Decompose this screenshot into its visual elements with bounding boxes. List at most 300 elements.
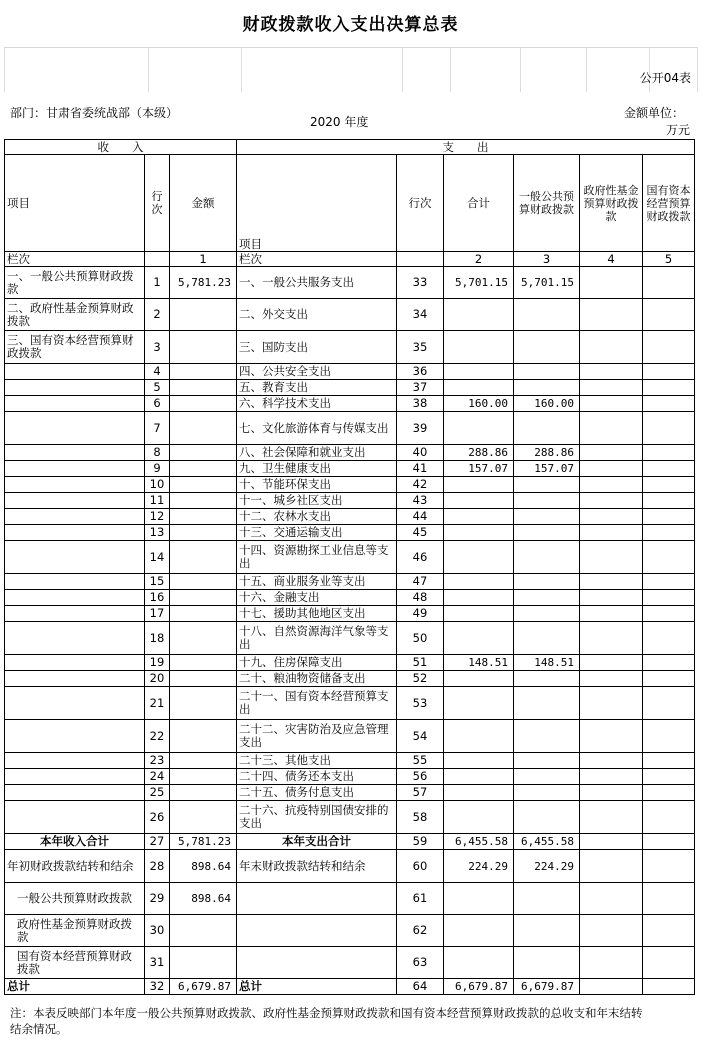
general-cell	[514, 477, 580, 493]
gov-fund-cell	[580, 655, 643, 671]
state-capital-cell	[643, 622, 695, 655]
top-grid	[4, 47, 698, 92]
unit-label: 金额单位：	[624, 106, 685, 120]
general-cell	[514, 915, 580, 947]
column-number-row	[5, 252, 695, 267]
general-cell	[514, 785, 580, 801]
income-amount-cell	[170, 380, 237, 396]
expense-item-cell: 二十四、债务还本支出	[237, 769, 397, 785]
state-capital-cell	[643, 850, 695, 883]
income-line-cell: 2	[145, 299, 170, 331]
expense-line-cell: 43	[397, 493, 444, 509]
general-cell	[514, 753, 580, 769]
table-row	[5, 801, 695, 834]
income-item-cell: 总计	[5, 979, 145, 995]
gov-fund-cell	[580, 396, 643, 412]
department: 部门：甘肃省委统战部（本级）	[10, 106, 179, 120]
gov-fund-cell	[580, 769, 643, 785]
general-cell	[514, 574, 580, 590]
column-header-row	[5, 155, 695, 252]
expense-line-cell: 55	[397, 753, 444, 769]
table-row	[5, 574, 695, 590]
gov-fund-cell	[580, 850, 643, 883]
report-title: 财政拨款收入支出决算总表	[242, 15, 459, 35]
income-line-cell: 32	[145, 979, 170, 995]
state-capital-cell	[643, 687, 695, 720]
col-num-2: 2	[444, 252, 514, 267]
expense-item-cell	[237, 915, 397, 947]
income-line-cell: 9	[145, 461, 170, 477]
income-amount-cell	[170, 606, 237, 622]
expense-line-header: 行次	[397, 155, 444, 252]
income-amount-cell	[170, 769, 237, 785]
general-cell: 160.00	[514, 396, 580, 412]
general-cell: 148.51	[514, 655, 580, 671]
expense-line-cell: 61	[397, 883, 444, 915]
total-cell	[444, 331, 514, 364]
income-item-cell	[5, 687, 145, 720]
total-cell	[444, 493, 514, 509]
income-item-cell	[5, 801, 145, 834]
total-cell	[444, 622, 514, 655]
expense-line-cell: 44	[397, 509, 444, 525]
table-row	[5, 753, 695, 769]
expense-item-cell: 二十三、其他支出	[237, 753, 397, 769]
expense-item-cell: 十六、金融支出	[237, 590, 397, 606]
expense-line-cell: 59	[397, 834, 444, 850]
table-row	[5, 364, 695, 380]
expense-item-cell: 三、国防支出	[237, 331, 397, 364]
income-amount-cell	[170, 445, 237, 461]
income-line-cell: 25	[145, 785, 170, 801]
expense-line-cell: 64	[397, 979, 444, 995]
general-cell: 157.07	[514, 461, 580, 477]
table-row	[5, 412, 695, 445]
expense-item-cell: 十、节能环保支出	[237, 477, 397, 493]
expense-line-cell: 58	[397, 801, 444, 834]
income-line-cell: 13	[145, 525, 170, 541]
form-number: 公开04表	[639, 71, 691, 85]
income-amount-cell	[170, 364, 237, 380]
income-line-cell: 1	[145, 267, 170, 299]
state-capital-cell	[643, 364, 695, 380]
total-cell	[444, 769, 514, 785]
general-cell	[514, 331, 580, 364]
gov-fund-header: 政府性基金预算财政拨款	[580, 155, 643, 252]
general-budget-header: 一般公共预算财政拨款	[514, 155, 580, 252]
gov-fund-cell	[580, 412, 643, 445]
total-cell	[444, 541, 514, 574]
gov-fund-cell	[580, 671, 643, 687]
income-line-cell: 8	[145, 445, 170, 461]
expense-line-cell: 40	[397, 445, 444, 461]
col-num-5: 5	[643, 252, 695, 267]
income-item-cell	[5, 606, 145, 622]
general-cell	[514, 509, 580, 525]
income-line-cell: 10	[145, 477, 170, 493]
total-cell	[444, 412, 514, 445]
total-cell: 160.00	[444, 396, 514, 412]
gov-fund-cell	[580, 834, 643, 850]
income-line-cell: 17	[145, 606, 170, 622]
income-item-cell	[5, 785, 145, 801]
gov-fund-cell	[580, 720, 643, 753]
income-amount-cell	[170, 412, 237, 445]
income-item-cell: 年初财政拨款结转和结余	[5, 850, 145, 883]
expense-line-cell: 57	[397, 785, 444, 801]
total-header: 合计	[444, 155, 514, 252]
table-row	[5, 850, 695, 883]
total-cell: 6,679.87	[444, 979, 514, 995]
unit-value: 万元	[665, 123, 690, 137]
table-row	[5, 267, 695, 299]
income-item-cell	[5, 753, 145, 769]
expense-item-cell: 二十一、国有资本经营预算支出	[237, 687, 397, 720]
general-cell	[514, 590, 580, 606]
general-cell	[514, 671, 580, 687]
state-capital-cell	[643, 412, 695, 445]
income-item-cell	[5, 445, 145, 461]
income-line-cell: 7	[145, 412, 170, 445]
total-cell	[444, 947, 514, 979]
gov-fund-cell	[580, 364, 643, 380]
expense-item-cell: 十四、资源勘探工业信息等支出	[237, 541, 397, 574]
state-capital-cell	[643, 493, 695, 509]
expense-item-cell: 六、科学技术支出	[237, 396, 397, 412]
expense-item-cell: 一、一般公共服务支出	[237, 267, 397, 299]
income-item-cell	[5, 671, 145, 687]
total-cell: 148.51	[444, 655, 514, 671]
table-row	[5, 331, 695, 364]
table-row	[5, 947, 695, 979]
income-line-cell: 29	[145, 883, 170, 915]
general-cell: 6,455.58	[514, 834, 580, 850]
expense-line-cell: 39	[397, 412, 444, 445]
state-capital-cell	[643, 477, 695, 493]
table-row	[5, 915, 695, 947]
general-cell	[514, 769, 580, 785]
expense-item-header: 项目	[237, 155, 397, 252]
income-amount-cell	[170, 801, 237, 834]
income-item-cell	[5, 720, 145, 753]
total-cell	[444, 299, 514, 331]
table-row	[5, 622, 695, 655]
table-row	[5, 299, 695, 331]
table-row	[5, 769, 695, 785]
income-item-cell: 一般公共预算财政拨款	[5, 883, 145, 915]
general-cell	[514, 493, 580, 509]
table-row	[5, 720, 695, 753]
income-item-cell	[5, 412, 145, 445]
state-capital-header: 国有资本经营预算财政拨款	[643, 155, 695, 252]
total-cell	[444, 883, 514, 915]
table-row	[5, 655, 695, 671]
income-line-cell: 11	[145, 493, 170, 509]
budget-table	[4, 139, 695, 995]
total-cell	[444, 525, 514, 541]
col-label-left: 栏次	[5, 252, 145, 267]
expense-line-cell: 51	[397, 655, 444, 671]
income-line-cell: 27	[145, 834, 170, 850]
state-capital-cell	[643, 769, 695, 785]
total-cell	[444, 477, 514, 493]
expense-line-cell: 35	[397, 331, 444, 364]
col-label-right: 栏次	[237, 252, 397, 267]
income-item-cell: 本年收入合计	[5, 834, 145, 850]
income-item-cell	[5, 590, 145, 606]
gov-fund-cell	[580, 541, 643, 574]
income-item-cell	[5, 477, 145, 493]
state-capital-cell	[643, 801, 695, 834]
gov-fund-cell	[580, 477, 643, 493]
state-capital-cell	[643, 979, 695, 995]
general-cell	[514, 299, 580, 331]
state-capital-cell	[643, 947, 695, 979]
table-row	[5, 445, 695, 461]
total-cell	[444, 380, 514, 396]
income-amount-cell	[170, 655, 237, 671]
state-capital-cell	[643, 396, 695, 412]
expense-item-cell: 本年支出合计	[237, 834, 397, 850]
expense-item-cell: 二十二、灾害防治及应急管理支出	[237, 720, 397, 753]
section-header-row	[5, 140, 695, 155]
state-capital-cell	[643, 671, 695, 687]
income-amount-cell: 898.64	[170, 850, 237, 883]
state-capital-cell	[643, 753, 695, 769]
expense-line-cell: 41	[397, 461, 444, 477]
income-amount-cell	[170, 541, 237, 574]
state-capital-cell	[643, 267, 695, 299]
expense-line-cell: 34	[397, 299, 444, 331]
income-item-cell: 政府性基金预算财政拨款	[5, 915, 145, 947]
income-amount-cell	[170, 671, 237, 687]
income-amount-cell	[170, 947, 237, 979]
income-amount-cell	[170, 525, 237, 541]
income-amount-cell: 6,679.87	[170, 979, 237, 995]
income-item-cell	[5, 364, 145, 380]
col-num-4: 4	[580, 252, 643, 267]
total-cell: 224.29	[444, 850, 514, 883]
expense-line-cell: 38	[397, 396, 444, 412]
amount-unit	[624, 105, 690, 139]
income-amount-cell	[170, 720, 237, 753]
expense-line-cell: 56	[397, 769, 444, 785]
total-cell	[444, 671, 514, 687]
general-cell	[514, 525, 580, 541]
expense-line-cell: 48	[397, 590, 444, 606]
income-line-cell: 26	[145, 801, 170, 834]
income-item-cell	[5, 541, 145, 574]
table-row	[5, 687, 695, 720]
income-line-cell: 16	[145, 590, 170, 606]
col-num-1: 1	[170, 252, 237, 267]
income-amount-cell	[170, 509, 237, 525]
table-row	[5, 671, 695, 687]
income-item-cell: 三、国有资本经营预算财政拨款	[5, 331, 145, 364]
general-cell	[514, 947, 580, 979]
table-row	[5, 509, 695, 525]
state-capital-cell	[643, 541, 695, 574]
income-amount-cell	[170, 590, 237, 606]
gov-fund-cell	[580, 461, 643, 477]
income-header: 收 入	[5, 140, 237, 155]
general-cell	[514, 687, 580, 720]
fiscal-year: 2020 年度	[310, 115, 369, 129]
expense-line-cell: 49	[397, 606, 444, 622]
state-capital-cell	[643, 785, 695, 801]
expense-line-cell: 46	[397, 541, 444, 574]
state-capital-cell	[643, 883, 695, 915]
expense-item-cell: 年末财政拨款结转和结余	[237, 850, 397, 883]
general-cell: 224.29	[514, 850, 580, 883]
income-item-cell	[5, 509, 145, 525]
table-row	[5, 541, 695, 574]
table-row	[5, 606, 695, 622]
income-amount-header: 金额	[170, 155, 237, 252]
general-cell	[514, 364, 580, 380]
total-cell	[444, 509, 514, 525]
expense-item-cell: 十八、自然资源海洋气象等支出	[237, 622, 397, 655]
gov-fund-cell	[580, 525, 643, 541]
income-amount-cell: 5,781.23	[170, 267, 237, 299]
expense-item-cell: 七、文化旅游体育与传媒支出	[237, 412, 397, 445]
expense-item-cell: 二十五、债务付息支出	[237, 785, 397, 801]
income-item-cell	[5, 622, 145, 655]
income-line-cell: 14	[145, 541, 170, 574]
income-item-cell	[5, 769, 145, 785]
expense-line-cell: 36	[397, 364, 444, 380]
state-capital-cell	[643, 574, 695, 590]
gov-fund-cell	[580, 622, 643, 655]
expense-item-cell: 二、外交支出	[237, 299, 397, 331]
gov-fund-cell	[580, 687, 643, 720]
income-item-cell	[5, 525, 145, 541]
gov-fund-cell	[580, 785, 643, 801]
income-line-cell: 23	[145, 753, 170, 769]
expense-line-cell: 54	[397, 720, 444, 753]
total-cell	[444, 687, 514, 720]
income-amount-cell	[170, 299, 237, 331]
income-amount-cell: 898.64	[170, 883, 237, 915]
table-row	[5, 785, 695, 801]
expense-item-cell: 八、社会保障和就业支出	[237, 445, 397, 461]
general-cell	[514, 622, 580, 655]
general-cell	[514, 606, 580, 622]
expense-item-cell: 五、教育支出	[237, 380, 397, 396]
state-capital-cell	[643, 834, 695, 850]
general-cell: 288.86	[514, 445, 580, 461]
income-amount-cell: 5,781.23	[170, 834, 237, 850]
income-line-cell: 18	[145, 622, 170, 655]
income-item-cell	[5, 655, 145, 671]
income-amount-cell	[170, 493, 237, 509]
income-line-cell: 19	[145, 655, 170, 671]
income-line-cell: 22	[145, 720, 170, 753]
table-row	[5, 380, 695, 396]
state-capital-cell	[643, 720, 695, 753]
income-line-cell: 30	[145, 915, 170, 947]
table-row	[5, 396, 695, 412]
income-amount-cell	[170, 396, 237, 412]
total-cell	[444, 785, 514, 801]
expense-item-cell	[237, 883, 397, 915]
income-amount-cell	[170, 574, 237, 590]
gov-fund-cell	[580, 493, 643, 509]
table-row	[5, 525, 695, 541]
gov-fund-cell	[580, 606, 643, 622]
gov-fund-cell	[580, 979, 643, 995]
total-cell	[444, 364, 514, 380]
expense-line-cell: 50	[397, 622, 444, 655]
table-row	[5, 477, 695, 493]
gov-fund-cell	[580, 509, 643, 525]
income-item-cell	[5, 574, 145, 590]
income-item-cell: 一、一般公共预算财政拨款	[5, 267, 145, 299]
expense-line-cell: 62	[397, 915, 444, 947]
col-num-3: 3	[514, 252, 580, 267]
income-line-cell: 12	[145, 509, 170, 525]
general-cell	[514, 541, 580, 574]
table-row	[5, 493, 695, 509]
general-cell	[514, 883, 580, 915]
state-capital-cell	[643, 655, 695, 671]
total-cell: 6,455.58	[444, 834, 514, 850]
state-capital-cell	[643, 331, 695, 364]
income-amount-cell	[170, 915, 237, 947]
expense-item-cell: 二十六、抗疫特别国债安排的支出	[237, 801, 397, 834]
income-amount-cell	[170, 331, 237, 364]
general-cell	[514, 720, 580, 753]
state-capital-cell	[643, 509, 695, 525]
income-amount-cell	[170, 461, 237, 477]
expense-line-cell: 45	[397, 525, 444, 541]
gov-fund-cell	[580, 445, 643, 461]
income-amount-cell	[170, 753, 237, 769]
income-line-cell: 3	[145, 331, 170, 364]
general-cell: 6,679.87	[514, 979, 580, 995]
state-capital-cell	[643, 525, 695, 541]
income-amount-cell	[170, 477, 237, 493]
table-row	[5, 883, 695, 915]
income-item-cell: 国有资本经营预算财政拨款	[5, 947, 145, 979]
total-cell	[444, 915, 514, 947]
income-amount-cell	[170, 687, 237, 720]
income-line-header: 行次	[145, 155, 170, 252]
total-cell	[444, 574, 514, 590]
expense-item-cell: 二十、粮油物资储备支出	[237, 671, 397, 687]
income-line-cell: 21	[145, 687, 170, 720]
gov-fund-cell	[580, 331, 643, 364]
total-cell: 288.86	[444, 445, 514, 461]
expense-line-cell: 37	[397, 380, 444, 396]
state-capital-cell	[643, 606, 695, 622]
gov-fund-cell	[580, 801, 643, 834]
total-cell: 157.07	[444, 461, 514, 477]
expense-line-cell: 63	[397, 947, 444, 979]
expense-item-cell: 十二、农林水支出	[237, 509, 397, 525]
state-capital-cell	[643, 299, 695, 331]
income-item-header: 项目	[5, 155, 145, 252]
expense-item-cell	[237, 947, 397, 979]
general-cell	[514, 801, 580, 834]
expense-item-cell: 十一、城乡社区支出	[237, 493, 397, 509]
general-cell	[514, 380, 580, 396]
expense-line-cell: 42	[397, 477, 444, 493]
expense-item-cell: 四、公共安全支出	[237, 364, 397, 380]
expense-item-cell: 十九、住房保障支出	[237, 655, 397, 671]
income-line-cell: 4	[145, 364, 170, 380]
total-cell	[444, 720, 514, 753]
